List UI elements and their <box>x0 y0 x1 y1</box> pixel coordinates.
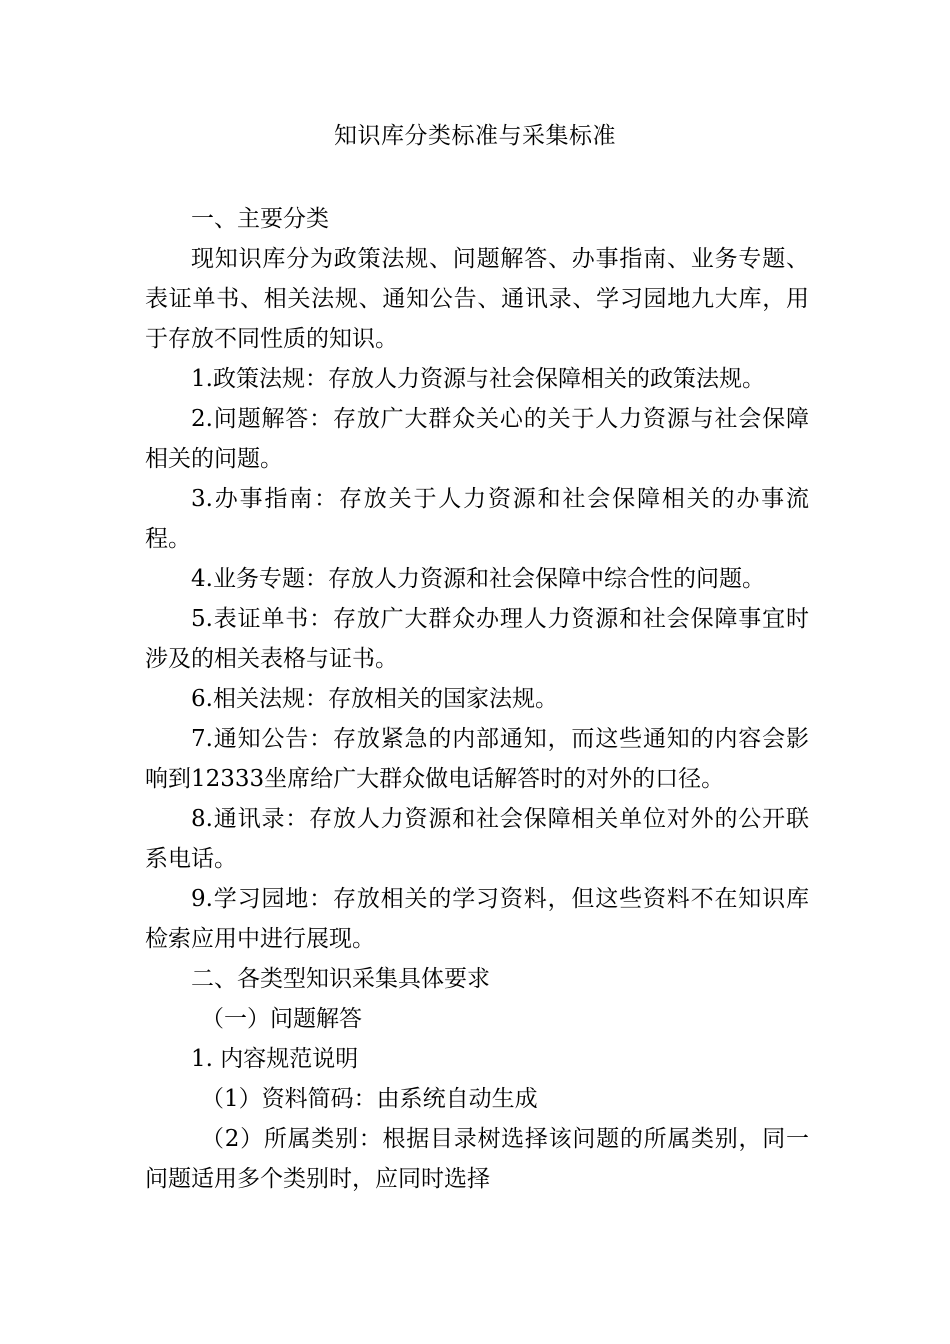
list-item-business-topics: 4.业务专题：存放人力资源和社会保障中综合性的问题。 <box>191 566 765 592</box>
list-item-directory: 8.通讯录：存放人力资源和社会保障相关单位对外的公开联系电话。 <box>145 806 809 872</box>
subsection-heading-qa: （一）问题解答 <box>201 1006 362 1032</box>
subsection-heading-content-spec: 1. 内容规范说明 <box>191 1046 359 1072</box>
list-item-notices: 7.通知公告：存放紧急的内部通知，而这些通知的内容会影响到12333坐席给广大群众做电话解答时的对外的口径。 <box>145 726 809 792</box>
list-item-policy-regulations: 1.政策法规：存放人力资源与社会保障相关的政策法规。 <box>191 366 765 392</box>
document-title: 知识库分类标准与采集标准 <box>334 123 616 149</box>
section-heading-collection-requirements: 二、各类型知识采集具体要求 <box>191 966 490 992</box>
spec-item-code: （1）资料简码：由系统自动生成 <box>201 1086 538 1112</box>
section-heading-main-categories: 一、主要分类 <box>191 206 329 232</box>
list-item-service-guide: 3.办事指南：存放关于人力资源和社会保障相关的办事流程。 <box>145 486 809 552</box>
list-item-learning-area: 9.学习园地：存放相关的学习资料，但这些资料不在知识库检索应用中进行展现。 <box>145 886 809 952</box>
document-body <box>145 199 809 1199</box>
paragraph-intro: 现知识库分为政策法规、问题解答、办事指南、业务专题、表证单书、相关法规、通知公告、通讯录、学习园地九大库，用于存放不同性质的知识。 <box>145 246 809 352</box>
list-item-related-regulations: 6.相关法规：存放相关的国家法规。 <box>191 686 558 712</box>
spec-item-category: （2）所属类别：根据目录树选择该问题的所属类别，同一问题适用多个类别时，应同时选择 <box>145 1126 809 1192</box>
list-item-forms-certificates: 5.表证单书：存放广大群众办理人力资源和社会保障事宜时涉及的相关表格与证书。 <box>145 606 809 672</box>
list-item-qa: 2.问题解答：存放广大群众关心的关于人力资源与社会保障相关的问题。 <box>145 406 809 472</box>
